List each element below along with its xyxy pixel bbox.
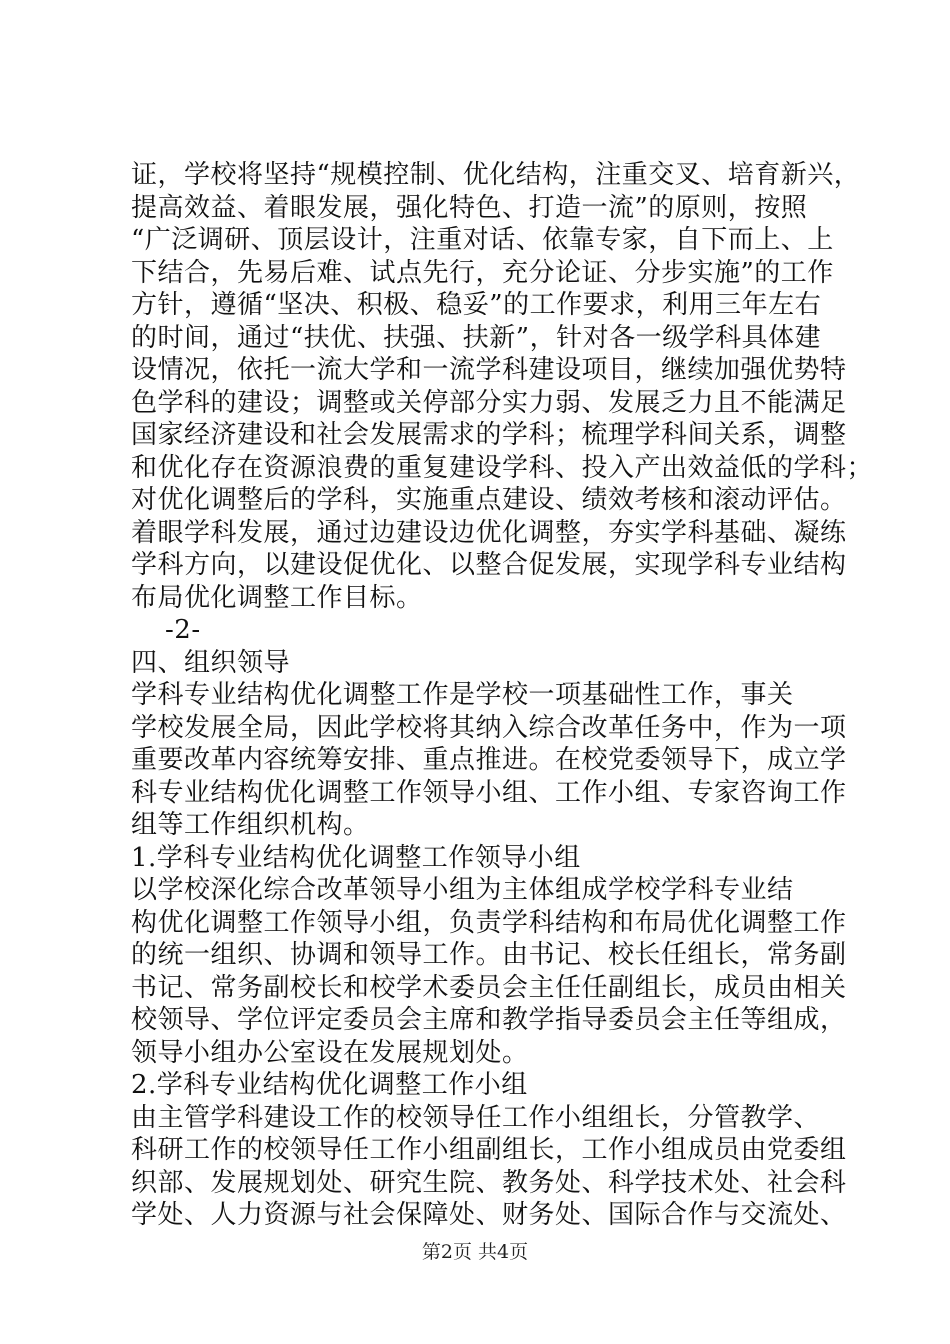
page-marker: -2- <box>165 615 201 645</box>
text-line: 的统一组织、协调和领导工作。由书记、校长任组长，常务副 <box>131 940 847 970</box>
text-line: 领导小组办公室设在发展规划处。 <box>131 1038 529 1068</box>
text-line: 设情况，依托一流大学和一流学科建设项目，继续加强优势特 <box>131 355 847 385</box>
text-line: 学校发展全局，因此学校将其纳入综合改革任务中，作为一项 <box>131 713 847 743</box>
text-line: 由主管学科建设工作的校领导任工作小组组长，分管教学、 <box>131 1103 821 1133</box>
text-line: 下结合，先易后难、试点先行，充分论证、分步实施”的工作 <box>131 258 834 288</box>
text-line: 着眼学科发展，通过边建设边优化调整，夯实学科基础、凝练 <box>131 518 847 548</box>
text-line: 布局优化调整工作目标。 <box>131 583 423 613</box>
text-line: 学科方向，以建设促优化、以整合促发展，实现学科专业结构 <box>131 550 847 580</box>
page-footer: 第2页 共4页 <box>421 1241 529 1263</box>
text-line: 方针，遵循“坚决、积极、稳妥”的工作要求，利用三年左右 <box>131 290 822 320</box>
text-line: 科研工作的校领导任工作小组副组长，工作小组成员由党委组 <box>131 1135 847 1165</box>
text-line: 学处、人力资源与社会保障处、财务处、国际合作与交流处、 <box>131 1200 847 1230</box>
text-line: 组等工作组织机构。 <box>131 810 370 840</box>
text-line: 重要改革内容统筹安排、重点推进。在校党委领导下，成立学 <box>131 745 847 775</box>
subsection-heading: 1.学科专业结构优化调整工作领导小组 <box>131 843 581 873</box>
text-line: 国家经济建设和社会发展需求的学科；梳理学科间关系，调整 <box>131 420 847 450</box>
text-line: 学科专业结构优化调整工作是学校一项基础性工作，事关 <box>131 680 794 710</box>
subsection-heading: 2.学科专业结构优化调整工作小组 <box>131 1070 528 1100</box>
text-line: 书记、常务副校长和校学术委员会主任任副组长，成员由相关 <box>131 973 847 1003</box>
text-line: 校领导、学位评定委员会主席和教学指导委员会主任等组成， <box>131 1005 847 1035</box>
text-line: 证，学校将坚持“规模控制、优化结构，注重交叉、培育新兴， <box>131 160 861 190</box>
text-line: 以学校深化综合改革领导小组为主体组成学校学科专业结 <box>131 875 794 905</box>
text-line: 和优化存在资源浪费的重复建设学科、投入产出效益低的学科； <box>131 453 874 483</box>
section-heading: 四、组织领导 <box>131 648 291 678</box>
text-line: 织部、发展规划处、研究生院、教务处、科学技术处、社会科 <box>131 1168 847 1198</box>
text-line: 的时间，通过“扶优、扶强、扶新”，针对各一级学科具体建 <box>131 323 822 353</box>
text-line: 提高效益、着眼发展，强化特色、打造一流”的原则，按照 <box>131 193 808 223</box>
text-line: 科专业结构优化调整工作领导小组、工作小组、专家咨询工作 <box>131 778 847 808</box>
text-line: 构优化调整工作领导小组，负责学科结构和布局优化调整工作 <box>131 908 847 938</box>
text-line: 色学科的建设；调整或关停部分实力弱、发展乏力且不能满足 <box>131 388 847 418</box>
text-line: 对优化调整后的学科，实施重点建设、绩效考核和滚动评估。 <box>131 485 847 515</box>
text-line: “广泛调研、顶层设计，注重对话、依靠专家，自下而上、上 <box>131 225 834 255</box>
